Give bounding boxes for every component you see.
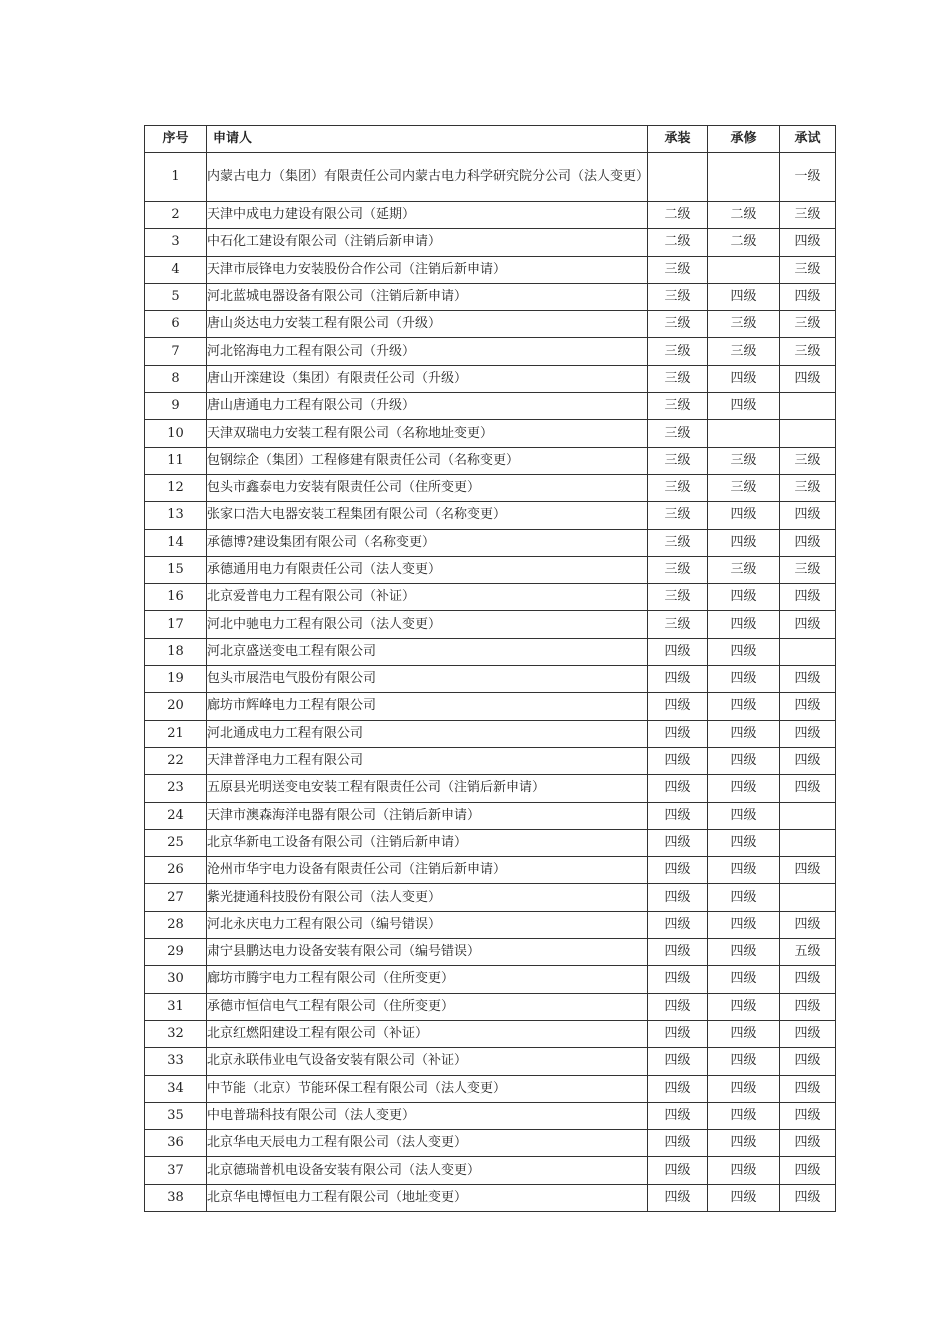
cell-install-level: 四级 [648,829,708,856]
cell-repair-level: 四级 [708,857,780,884]
cell-no: 34 [145,1075,207,1102]
cell-test-level: 四级 [780,283,836,310]
cell-test-level: 三级 [780,256,836,283]
cell-applicant: 中电普瑞科技有限公司（法人变更） [207,1102,648,1129]
header-no: 序号 [145,126,207,153]
cell-no: 16 [145,584,207,611]
cell-no: 29 [145,939,207,966]
cell-no: 4 [145,256,207,283]
cell-test-level: 四级 [780,365,836,392]
cell-no: 14 [145,529,207,556]
cell-applicant: 廊坊市腾宇电力工程有限公司（住所变更） [207,966,648,993]
cell-no: 20 [145,693,207,720]
cell-applicant: 北京华电天辰电力工程有限公司（法人变更） [207,1130,648,1157]
table-row [145,720,836,747]
cell-install-level: 四级 [648,993,708,1020]
table-row [145,666,836,693]
cell-install-level: 三级 [648,611,708,638]
cell-no: 1 [145,153,207,202]
cell-repair-level: 四级 [708,529,780,556]
cell-no: 23 [145,775,207,802]
cell-no: 24 [145,802,207,829]
cell-install-level: 三级 [648,474,708,501]
cell-applicant: 唐山开滦建设（集团）有限责任公司（升级） [207,365,648,392]
table-row [145,1075,836,1102]
table-row [145,1020,836,1047]
cell-test-level [780,393,836,420]
cell-install-level: 四级 [648,1157,708,1184]
header-install: 承装 [648,126,708,153]
cell-test-level [780,829,836,856]
cell-test-level: 四级 [780,693,836,720]
cell-no: 18 [145,638,207,665]
cell-install-level: 三级 [648,584,708,611]
cell-repair-level: 四级 [708,775,780,802]
cell-install-level: 二级 [648,202,708,229]
cell-test-level: 五级 [780,939,836,966]
cell-repair-level: 三级 [708,447,780,474]
cell-repair-level: 四级 [708,502,780,529]
cell-install-level: 四级 [648,939,708,966]
cell-install-level: 三级 [648,256,708,283]
table-body [145,153,836,1212]
table-row [145,993,836,1020]
cell-install-level: 四级 [648,802,708,829]
cell-repair-level: 二级 [708,202,780,229]
cell-no: 37 [145,1157,207,1184]
cell-install-level: 四级 [648,720,708,747]
cell-test-level: 四级 [780,1184,836,1211]
table-row [145,338,836,365]
table-row [145,747,836,774]
cell-test-level: 一级 [780,153,836,202]
cell-test-level: 三级 [780,311,836,338]
cell-applicant: 天津普泽电力工程有限公司 [207,747,648,774]
cell-repair-level: 四级 [708,611,780,638]
table-row [145,966,836,993]
table-row [145,153,836,202]
cell-applicant: 内蒙古电力（集团）有限责任公司内蒙古电力科学研究院分公司（法人变更） [207,153,648,202]
cell-test-level: 四级 [780,857,836,884]
header-test: 承试 [780,126,836,153]
cell-test-level: 四级 [780,1102,836,1129]
cell-applicant: 河北永庆电力工程有限公司（编号错误） [207,911,648,938]
table-row [145,420,836,447]
cell-test-level: 四级 [780,993,836,1020]
cell-repair-level: 四级 [708,365,780,392]
cell-no: 38 [145,1184,207,1211]
cell-repair-level: 四级 [708,993,780,1020]
cell-install-level [648,153,708,202]
cell-applicant: 包头市展浩电气股份有限公司 [207,666,648,693]
cell-install-level: 四级 [648,884,708,911]
cell-applicant: 河北中驰电力工程有限公司（法人变更） [207,611,648,638]
cell-test-level [780,884,836,911]
cell-no: 8 [145,365,207,392]
table-row [145,311,836,338]
cell-no: 9 [145,393,207,420]
cell-no: 5 [145,283,207,310]
cell-install-level: 四级 [648,1184,708,1211]
table-row [145,857,836,884]
table-row [145,474,836,501]
cell-no: 3 [145,229,207,256]
cell-install-level: 四级 [648,1075,708,1102]
cell-test-level: 四级 [780,666,836,693]
cell-no: 15 [145,556,207,583]
cell-applicant: 河北通成电力工程有限公司 [207,720,648,747]
cell-repair-level: 四级 [708,1075,780,1102]
table-row [145,884,836,911]
cell-test-level: 三级 [780,202,836,229]
cell-no: 28 [145,911,207,938]
cell-no: 21 [145,720,207,747]
table-row [145,802,836,829]
cell-test-level: 四级 [780,584,836,611]
cell-install-level: 二级 [648,229,708,256]
cell-no: 13 [145,502,207,529]
cell-applicant: 承德通用电力有限责任公司（法人变更） [207,556,648,583]
cell-applicant: 河北蓝城电器设备有限公司（注销后新申请） [207,283,648,310]
table-row [145,529,836,556]
cell-applicant: 中节能（北京）节能环保工程有限公司（法人变更） [207,1075,648,1102]
cell-repair-level: 四级 [708,884,780,911]
table-row [145,447,836,474]
table-row [145,283,836,310]
cell-repair-level: 四级 [708,1157,780,1184]
cell-test-level: 四级 [780,1130,836,1157]
cell-applicant: 廊坊市辉峰电力工程有限公司 [207,693,648,720]
cell-test-level: 三级 [780,338,836,365]
cell-repair-level: 四级 [708,638,780,665]
table-row [145,611,836,638]
cell-applicant: 北京德瑞普机电设备安装有限公司（法人变更） [207,1157,648,1184]
cell-repair-level [708,153,780,202]
cell-applicant: 包钢综企（集团）工程修建有限责任公司（名称变更） [207,447,648,474]
header-applicant: 申请人 [207,126,648,153]
cell-no: 12 [145,474,207,501]
cell-no: 19 [145,666,207,693]
cell-no: 31 [145,993,207,1020]
cell-repair-level: 四级 [708,1184,780,1211]
cell-repair-level: 四级 [708,1020,780,1047]
table-row [145,1157,836,1184]
table-row [145,229,836,256]
cell-repair-level: 四级 [708,283,780,310]
cell-applicant: 紫光捷通科技股份有限公司（法人变更） [207,884,648,911]
cell-applicant: 天津市辰锋电力安装股份合作公司（注销后新申请） [207,256,648,283]
cell-repair-level: 四级 [708,747,780,774]
cell-test-level: 三级 [780,447,836,474]
cell-no: 30 [145,966,207,993]
cell-applicant: 河北京盛送变电工程有限公司 [207,638,648,665]
cell-no: 32 [145,1020,207,1047]
cell-test-level: 四级 [780,611,836,638]
cell-applicant: 张家口浩大电器安装工程集团有限公司（名称变更） [207,502,648,529]
cell-repair-level: 四级 [708,693,780,720]
cell-applicant: 天津中成电力建设有限公司（延期） [207,202,648,229]
table-row [145,502,836,529]
cell-install-level: 三级 [648,556,708,583]
header-repair: 承修 [708,126,780,153]
cell-repair-level: 四级 [708,666,780,693]
table-row [145,365,836,392]
permit-table [144,125,836,1212]
cell-install-level: 四级 [648,1130,708,1157]
cell-applicant: 天津双瑞电力安装工程有限公司（名称地址变更） [207,420,648,447]
cell-install-level: 三级 [648,338,708,365]
cell-repair-level: 四级 [708,939,780,966]
table-row [145,1102,836,1129]
cell-repair-level: 三级 [708,474,780,501]
table-row [145,775,836,802]
cell-install-level: 四级 [648,1048,708,1075]
table-row [145,1184,836,1211]
cell-repair-level: 四级 [708,393,780,420]
cell-test-level [780,638,836,665]
cell-install-level: 三级 [648,447,708,474]
cell-test-level: 四级 [780,775,836,802]
cell-install-level: 四级 [648,911,708,938]
table-row [145,693,836,720]
cell-test-level [780,802,836,829]
cell-test-level: 三级 [780,474,836,501]
cell-install-level: 三级 [648,502,708,529]
cell-test-level: 四级 [780,966,836,993]
table-header-row [145,126,836,153]
cell-install-level: 四级 [648,1102,708,1129]
cell-repair-level: 四级 [708,966,780,993]
table-row [145,393,836,420]
cell-no: 17 [145,611,207,638]
cell-no: 33 [145,1048,207,1075]
cell-applicant: 中石化工建设有限公司（注销后新申请） [207,229,648,256]
cell-applicant: 沧州市华宇电力设备有限责任公司（注销后新申请） [207,857,648,884]
cell-test-level: 四级 [780,229,836,256]
cell-applicant: 北京华新电工设备有限公司（注销后新申请） [207,829,648,856]
cell-repair-level: 四级 [708,1102,780,1129]
cell-install-level: 四级 [648,1020,708,1047]
table-row [145,556,836,583]
cell-no: 2 [145,202,207,229]
cell-install-level: 四级 [648,966,708,993]
cell-no: 25 [145,829,207,856]
cell-install-level: 三级 [648,365,708,392]
table-row [145,584,836,611]
cell-repair-level: 四级 [708,1048,780,1075]
cell-test-level: 四级 [780,502,836,529]
cell-applicant: 唐山唐通电力工程有限公司（升级） [207,393,648,420]
cell-no: 36 [145,1130,207,1157]
cell-test-level: 四级 [780,911,836,938]
cell-no: 26 [145,857,207,884]
cell-install-level: 四级 [648,638,708,665]
cell-repair-level: 四级 [708,829,780,856]
cell-install-level: 四级 [648,775,708,802]
cell-applicant: 五原县光明送变电安装工程有限责任公司（注销后新申请） [207,775,648,802]
cell-test-level: 四级 [780,529,836,556]
cell-test-level [780,420,836,447]
table-row [145,256,836,283]
cell-test-level: 四级 [780,1020,836,1047]
cell-install-level: 四级 [648,747,708,774]
cell-repair-level: 四级 [708,911,780,938]
cell-applicant: 承德博?建设集团有限公司（名称变更） [207,529,648,556]
table-row [145,1130,836,1157]
cell-no: 7 [145,338,207,365]
cell-no: 27 [145,884,207,911]
cell-install-level: 三级 [648,311,708,338]
cell-repair-level: 四级 [708,802,780,829]
table-row [145,829,836,856]
cell-repair-level: 四级 [708,1130,780,1157]
cell-install-level: 三级 [648,420,708,447]
cell-repair-level [708,256,780,283]
cell-no: 22 [145,747,207,774]
cell-test-level: 四级 [780,1157,836,1184]
cell-no: 6 [145,311,207,338]
cell-applicant: 北京红燃阳建设工程有限公司（补证） [207,1020,648,1047]
cell-applicant: 北京华电博恒电力工程有限公司（地址变更） [207,1184,648,1211]
cell-applicant: 河北铭海电力工程有限公司（升级） [207,338,648,365]
cell-repair-level: 三级 [708,311,780,338]
cell-applicant: 唐山炎达电力安装工程有限公司（升级） [207,311,648,338]
cell-no: 10 [145,420,207,447]
cell-install-level: 四级 [648,693,708,720]
cell-repair-level: 三级 [708,338,780,365]
cell-applicant: 北京永联伟业电气设备安装有限公司（补证） [207,1048,648,1075]
table-row [145,202,836,229]
cell-repair-level [708,420,780,447]
table-row [145,939,836,966]
cell-applicant: 北京爱普电力工程有限公司（补证） [207,584,648,611]
cell-install-level: 四级 [648,666,708,693]
cell-test-level: 三级 [780,556,836,583]
cell-test-level: 四级 [780,720,836,747]
table-row [145,1048,836,1075]
cell-no: 11 [145,447,207,474]
table-row [145,638,836,665]
cell-applicant: 包头市鑫泰电力安装有限责任公司（住所变更） [207,474,648,501]
cell-test-level: 四级 [780,747,836,774]
cell-install-level: 三级 [648,393,708,420]
cell-repair-level: 四级 [708,720,780,747]
cell-install-level: 三级 [648,529,708,556]
cell-repair-level: 三级 [708,556,780,583]
cell-applicant: 天津市澳森海洋电器有限公司（注销后新申请） [207,802,648,829]
cell-test-level: 四级 [780,1048,836,1075]
cell-no: 35 [145,1102,207,1129]
table-row [145,911,836,938]
cell-applicant: 承德市恒信电气工程有限公司（住所变更） [207,993,648,1020]
cell-repair-level: 二级 [708,229,780,256]
cell-install-level: 三级 [648,283,708,310]
cell-install-level: 四级 [648,857,708,884]
cell-repair-level: 四级 [708,584,780,611]
cell-applicant: 肃宁县鹏达电力设备安装有限公司（编号错误） [207,939,648,966]
cell-test-level: 四级 [780,1075,836,1102]
